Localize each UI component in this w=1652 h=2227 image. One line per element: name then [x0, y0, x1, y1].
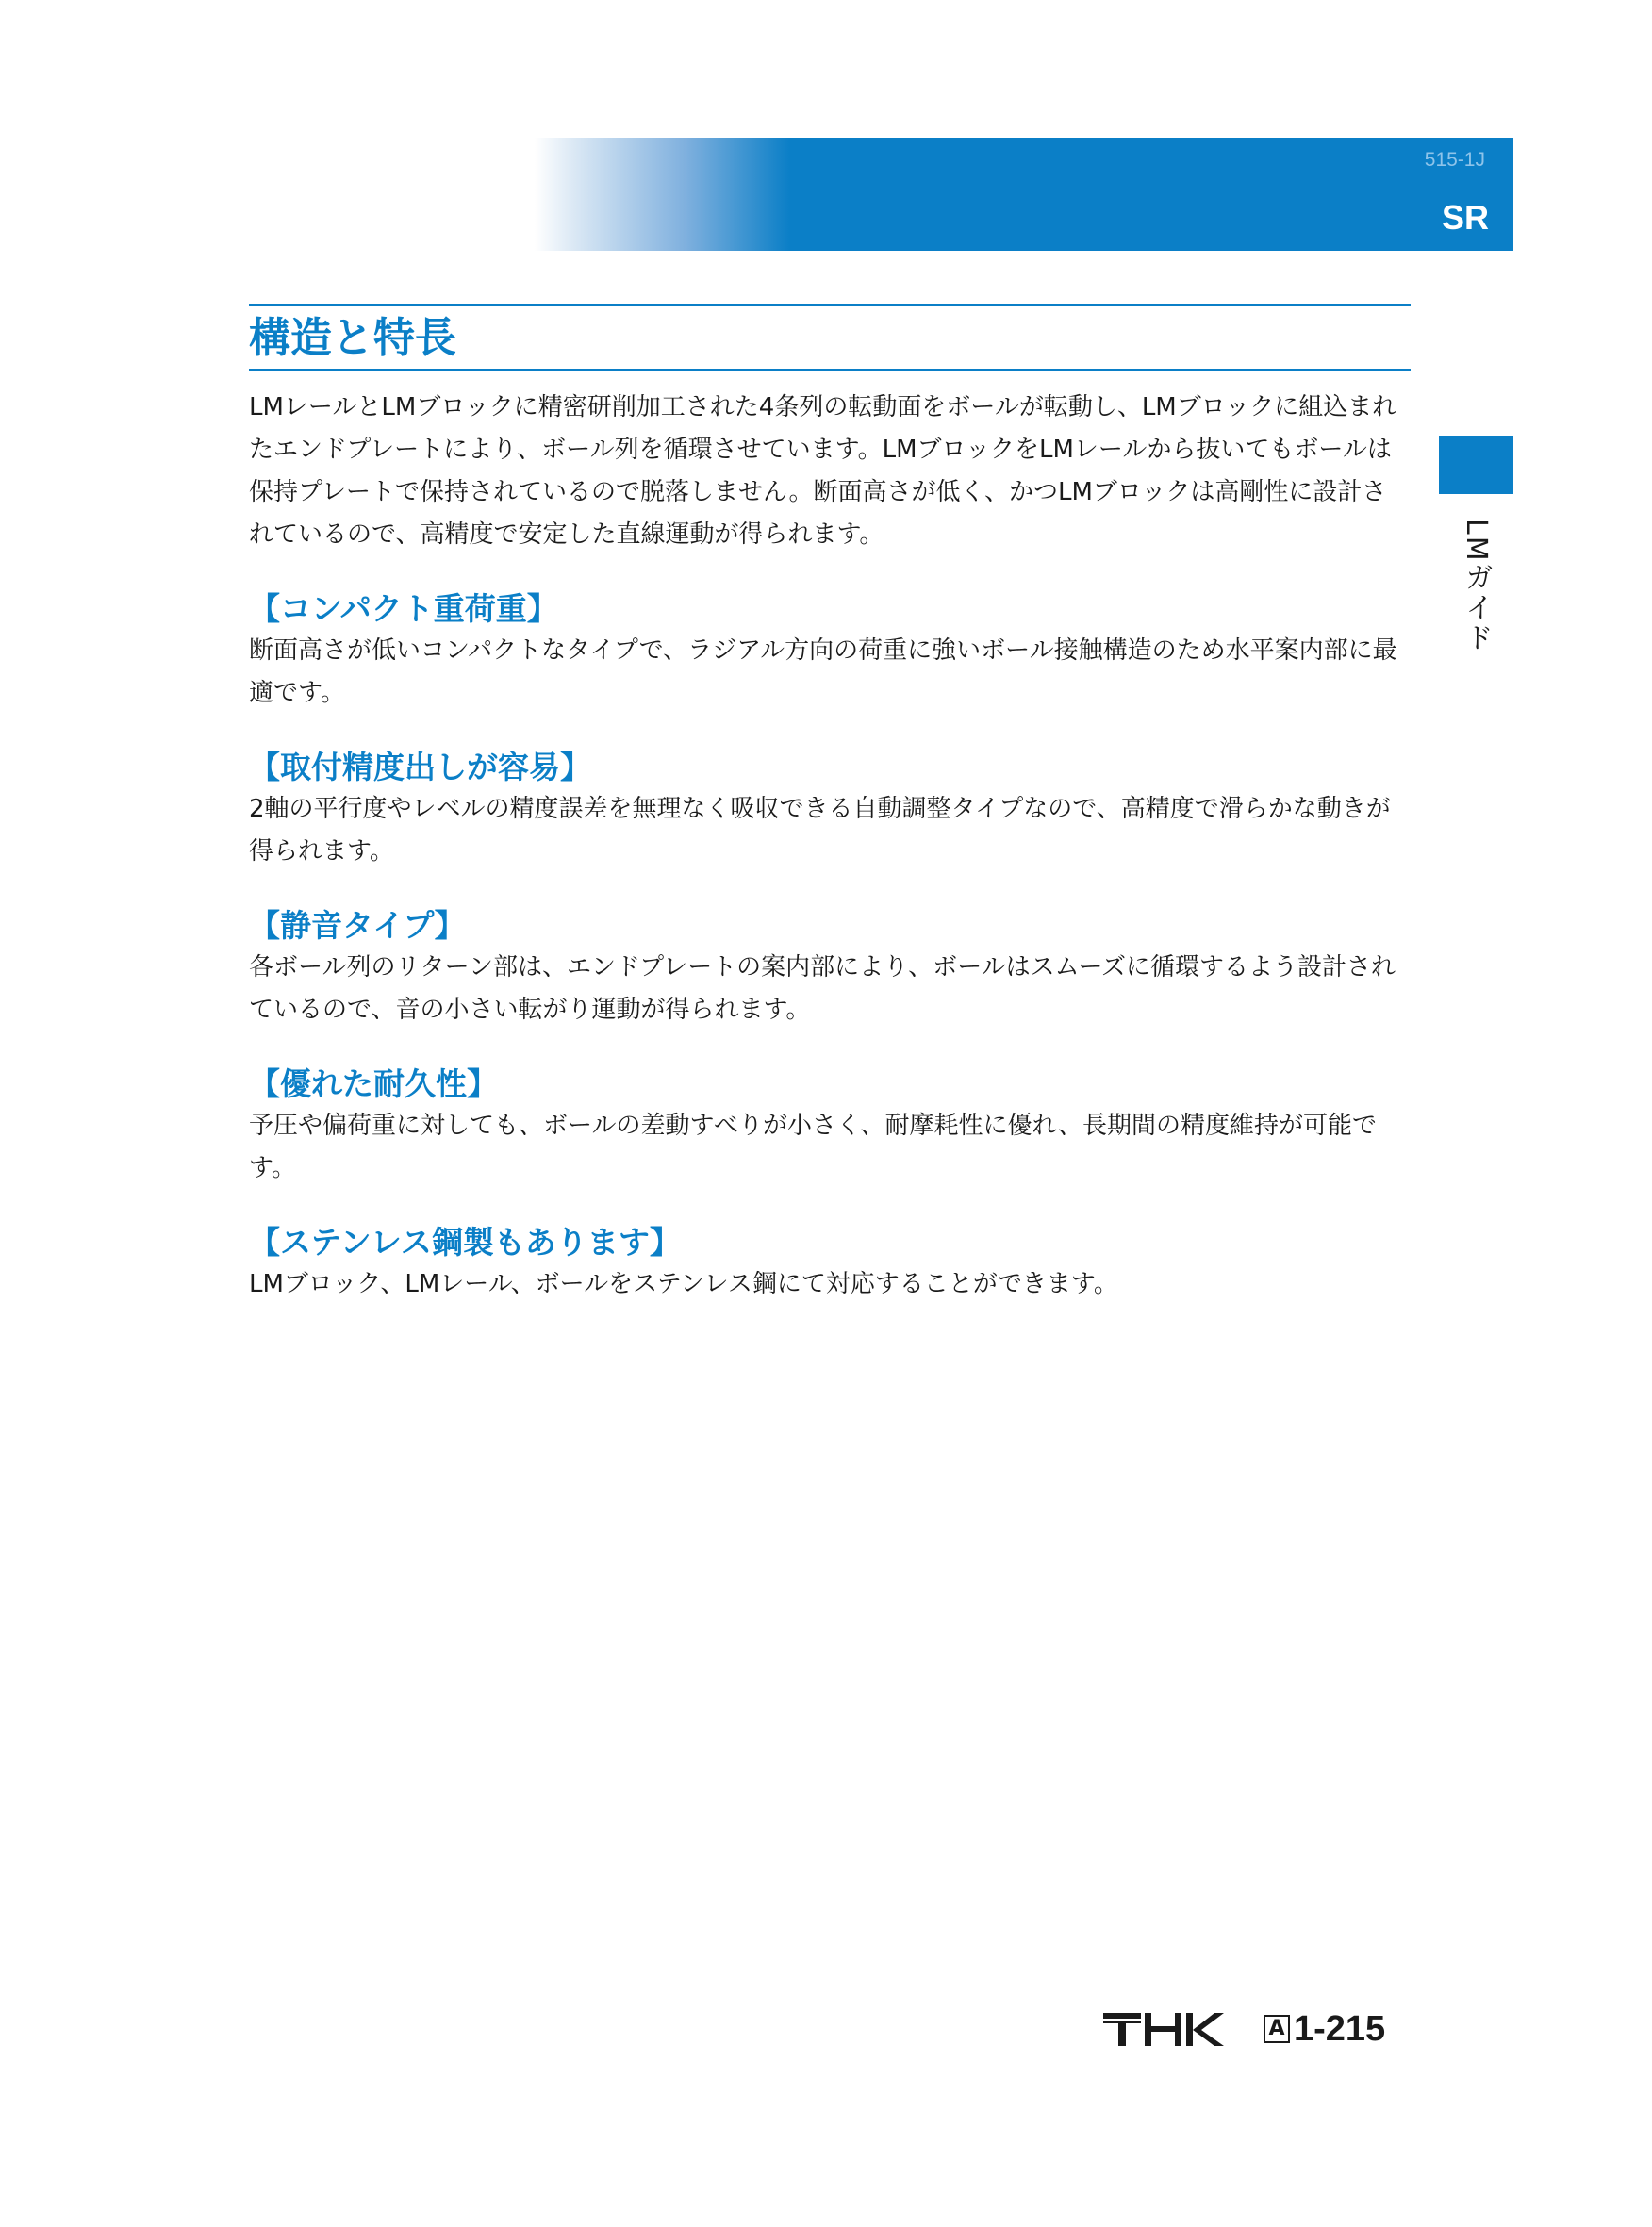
page-number: 1-215 [1294, 2008, 1386, 2049]
feature-section [249, 1064, 1411, 1190]
section-tab-label: LMガイド [1460, 519, 1493, 653]
feature-heading: 【取付精度出しが容易】 [249, 749, 591, 785]
feature-text: 予圧や偏荷重に対しても、ボールの差動すべりが小さく、耐摩耗性に優れ、長期間の精度維持が可能です。 [249, 1112, 1378, 1182]
intro-paragraph: LMレールとLMブロックに精密研削加工された4条列の転動面をボールが転動し、LMブロックに組込まれたエンドプレートにより、ボール列を循環させています。LMブロックをLMレールから抜いてもボールは保持プレートで保持されているので脱落しません。断面高さが低く、かつLMブロックは高剛性に設計されているので、高精度で安定した直線運動が得られます。 [249, 393, 1397, 549]
document-code: 515-1J [1424, 149, 1485, 171]
feature-text: 断面高さが低いコンパクトなタイプで、ラジアル方向の荷重に強いボール接触構造のため水平案内部に最適です。 [249, 636, 1397, 707]
main-content [249, 304, 1411, 1306]
section-letter-badge: A [1264, 2015, 1290, 2043]
page-footer [1103, 2001, 1385, 2057]
page-title: 構造と特長 [249, 314, 456, 362]
feature-text: 2軸の平行度やレベルの精度誤差を無理なく吸収できる自動調整タイプなので、高精度で滑らかな動きが得られます。 [249, 795, 1391, 866]
thk-logo [1103, 2007, 1226, 2051]
feature-section [249, 747, 1411, 873]
feature-heading: 【静音タイプ】 [249, 907, 466, 944]
section-tab-marker [1439, 436, 1513, 494]
feature-text: LMブロック、LMレール、ボールをステンレス鋼にて対応することができます。 [249, 1270, 1118, 1298]
feature-heading: 【優れた耐久性】 [249, 1065, 498, 1102]
title-rule [249, 304, 1411, 371]
feature-section [249, 588, 1411, 715]
feature-section [249, 905, 1411, 1031]
feature-heading: 【ステンレス鋼製もあります】 [249, 1224, 681, 1261]
header-band [535, 138, 1513, 251]
feature-section [249, 1222, 1411, 1306]
feature-heading: 【コンパクト重荷重】 [249, 590, 558, 627]
series-code: SR [1441, 198, 1489, 237]
feature-text: 各ボール列のリターン部は、エンドプレートの案内部により、ボールはスムーズに循環するよう設計されているので、音の小さい転がり運動が得られます。 [249, 953, 1396, 1024]
